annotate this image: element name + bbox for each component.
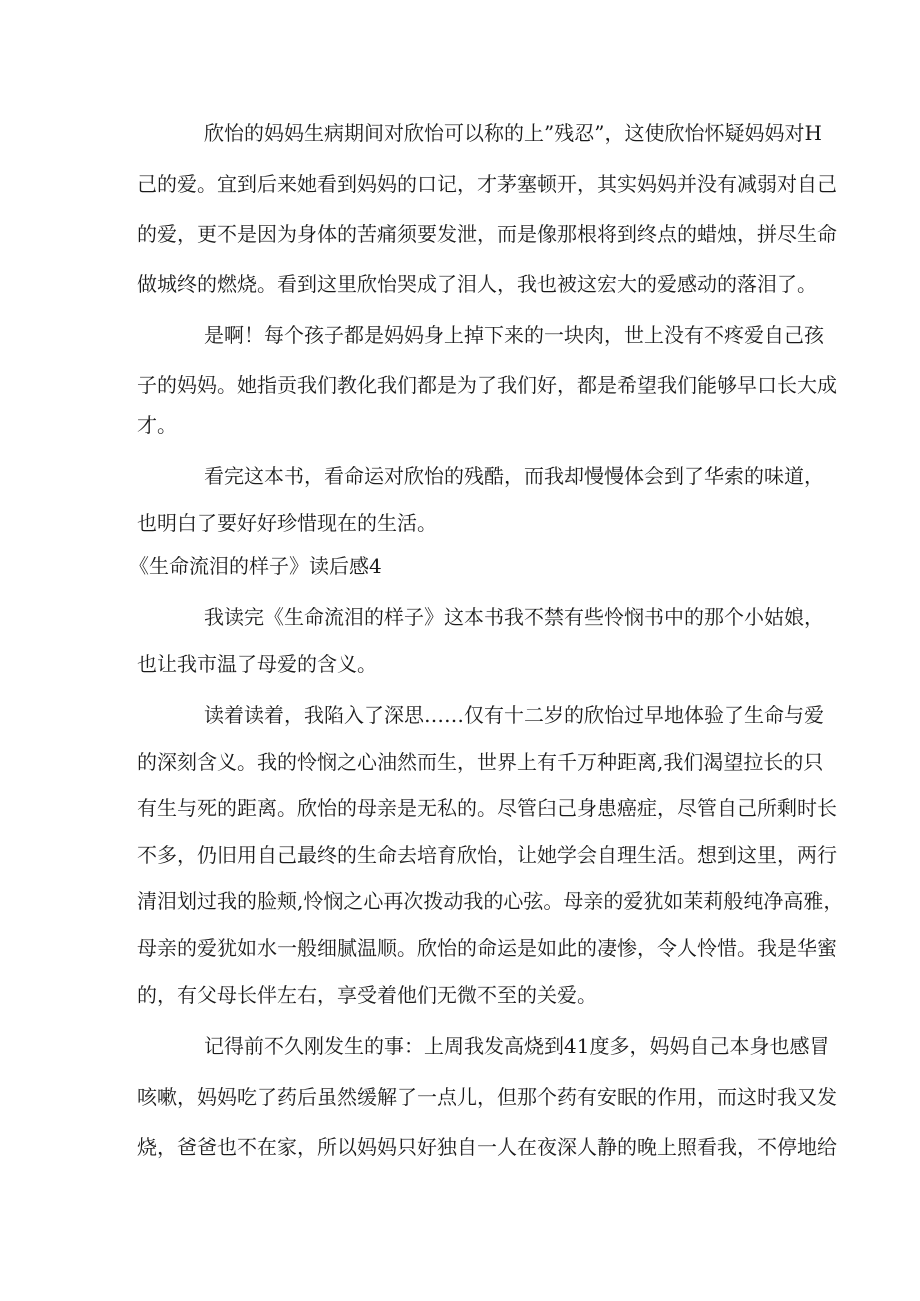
- paragraph-6-line-3: 烧，爸爸也不在家，所以妈妈只好独自一人在夜深人静的晚上照看我，不停地给: [137, 1135, 837, 1159]
- paragraph-3-line-2: 也明白了要好好珍惜现在的生活。: [137, 511, 437, 535]
- paragraph-5-line-1: 读着读着，我陷入了深思……仅有十二岁的欣怡过早地体验了生命与爱: [204, 703, 824, 727]
- paragraph-3-line-1: 看完这本书，看命运对欣怡的残酷，而我却慢慢体会到了华索的味道，: [204, 464, 824, 488]
- section-heading: 《生命流泪的样子》读后感4: [129, 554, 382, 578]
- paragraph-5-line-5: 清泪划过我的脸颊,怜悯之心再次拨动我的心弦。母亲的爱犹如茉莉般纯净高雅，: [137, 889, 844, 913]
- paragraph-2-line-2: 子的妈妈。她指贡我们教化我们都是为了我们好，都是希望我们能够早口长大成: [137, 373, 837, 397]
- paragraph-4-line-2: 也让我市温了母爱的含义。: [137, 652, 377, 676]
- paragraph-5-line-7: 的，有父母长伴左右，享受着他们无微不至的关爱。: [137, 983, 597, 1007]
- paragraph-6-line-1: 记得前不久刚发生的事：上周我发高烧到41度多，妈妈自己本身也感冒: [204, 1034, 830, 1058]
- paragraph-2-line-3: 才。: [137, 413, 177, 437]
- paragraph-6-line-2: 咳嗽，妈妈吃了药后虽然缓解了一点儿，但那个药有安眠的作用，而这时我又发: [137, 1085, 837, 1109]
- paragraph-5-line-4: 不多，仍旧用自己最终的生命去培育欣怡，让她学会自理生活。想到这里，两行: [137, 843, 837, 867]
- paragraph-1-line-1: 欣怡的妈妈生病期间对欣怡可以称的上”残忍”，这使欣怡怀疑妈妈对H: [204, 121, 822, 145]
- paragraph-5-line-3: 有生与死的距离。欣怡的母亲是无私的。尽管臼己身患癌症，尽管自己所剩时长: [137, 796, 837, 820]
- paragraph-1-line-3: 的爱，更不是因为身体的苦痛须要发泄，而是像那根将到终点的蜡烛，拼尽生命: [137, 222, 837, 246]
- paragraph-5-line-6: 母亲的爱犹如水一般细腻温顺。欣怡的命运是如此的凄惨，令人怜惜。我是华蜜: [137, 936, 837, 960]
- paragraph-2-line-1: 是啊！每个孩子都是妈妈身上掉下来的一块肉，世上没有不疼爱自己孩: [204, 323, 824, 347]
- paragraph-1-line-2: 己的爱。宜到后来她看到妈妈的口记，才茅塞顿开，其实妈妈并没有减弱对自己: [137, 172, 837, 196]
- paragraph-5-line-2: 的深刻含义。我的怜悯之心油然而生，世界上有千万种距离,我们渴望拉长的只: [137, 750, 824, 774]
- paragraph-1-line-4: 做城终的燃烧。看到这里欣怡哭成了泪人，我也被这宏大的爱感动的落泪了。: [137, 272, 817, 296]
- paragraph-4-line-1: 我读完《生命流泪的样子》这本书我不禁有些怜悯书中的那个小姑娘，: [204, 605, 824, 629]
